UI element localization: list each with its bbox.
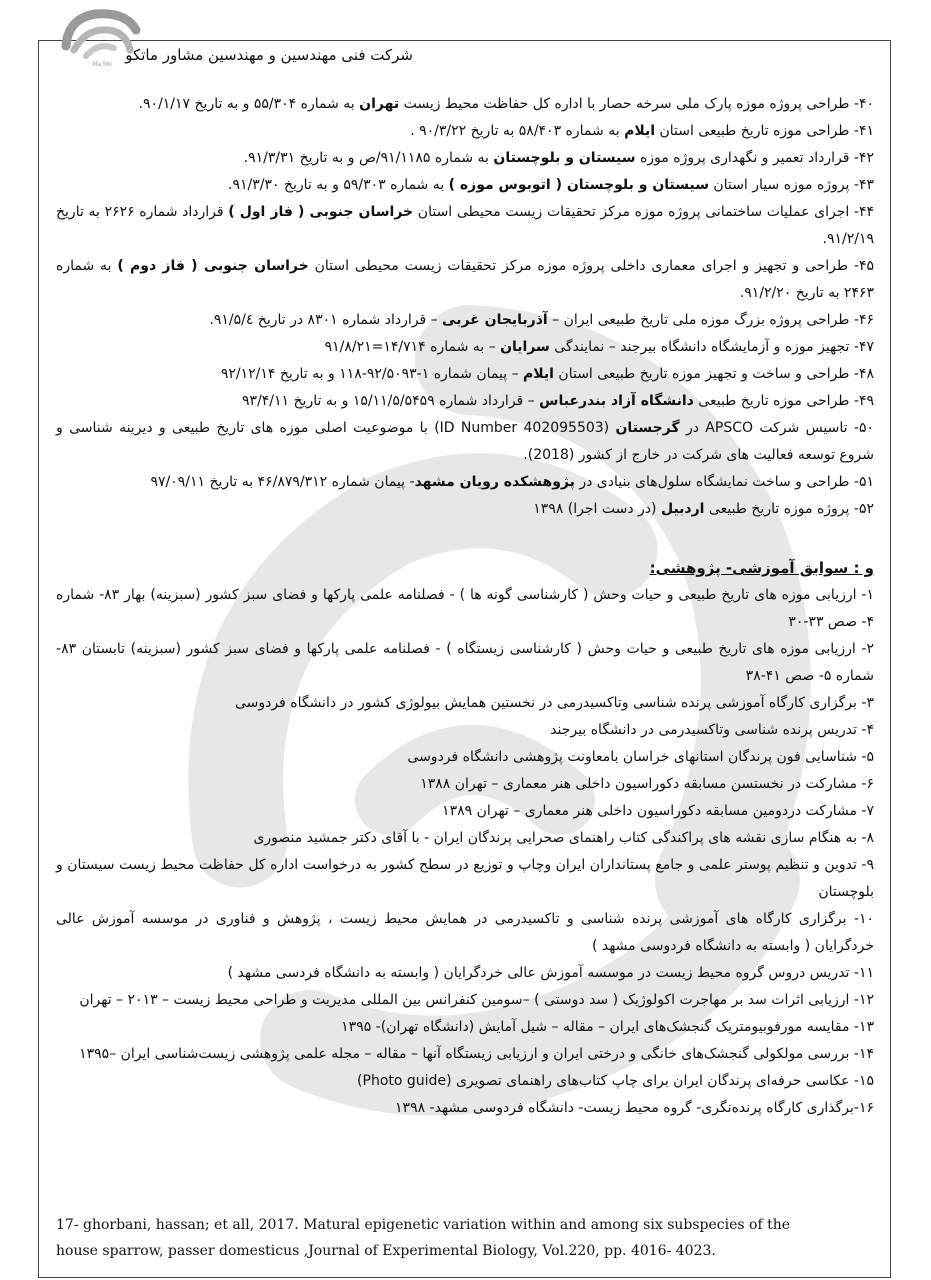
project-text: به شماره ۵۹/۳۰۳ و به تاریخ ۹۱/۳/۳۰.	[228, 177, 449, 193]
project-number: ۵۱	[858, 474, 874, 490]
research-item: ۵- شناسایی فون پرندگان استانهای خراسان بامعاونت پژوهشی دانشگاه فردوسی	[407, 749, 874, 765]
project-item	[56, 388, 874, 415]
project-text: - تجهیز موزه و آزمایشگاه دانشگاه بیرجند – نمایندگی	[549, 339, 859, 355]
project-item	[56, 91, 874, 118]
project-highlight: آذربایجان غربی	[442, 312, 548, 328]
project-item	[56, 172, 874, 199]
project-highlight: سیستان و بلوچستان ( اتوبوس موزه )	[448, 177, 709, 193]
project-text: – قرارداد شماره ۱۵/۱۱/۵/۵۴۵۹ و به تاریخ ۹۳/۴/۱۱	[242, 393, 540, 409]
project-text: – قرارداد شماره ۸۳۰۱ در تاریخ ۹۱/۵/٤.	[209, 312, 443, 328]
research-list	[56, 582, 874, 1122]
project-number: ۴۵	[858, 258, 875, 274]
project-highlight: خراسان جنوبی ( فاز دوم )	[117, 258, 309, 274]
research-item: ۱۱- تدریس دروس گروه محیط زیست در موسسه آموزش عالی خردگرایان ( وابسته به دانشگاه فردسی مشهد )	[227, 965, 874, 981]
project-item	[56, 415, 874, 469]
project-text: - طراحی پروژه بزرگ موزه ملی تاریخ طبیعی ایران –	[547, 312, 859, 328]
project-highlight: خراسان جنوبی ( فاز اول )	[228, 204, 414, 220]
project-item	[56, 307, 874, 334]
research-item: ۱- ارزیابی موزه های تاریخ طبیعی و حیات وحش ( کارشناسی گونه ها ) - فصلنامه علمی پارکها و فضای سبز کشور (سبزینه) بهار ۸۳- شماره ۴- صص ۳۳-۳۰	[56, 587, 875, 630]
project-text: – به شماره ۱۴/۷۱۴=۹۱/۸/۲۱	[324, 339, 501, 355]
project-number: ۴۰	[858, 96, 874, 112]
project-number: ۴۴	[858, 204, 874, 220]
project-number: ۵۰	[858, 420, 874, 436]
project-text: - قرارداد تعمیر و نگهداری پروژه موزه	[635, 150, 859, 166]
project-text: - پروژه موزه سیار استان	[708, 177, 859, 193]
company-name: شرکت فنی مهندسین و مهندسین مشاور ماتکو	[125, 46, 413, 64]
research-item: ۳- برگزاری کارگاه آموزشی پرنده شناسی وتاکسیدرمی در نخستین همایش بیولوژی کشور در دانشگاه فردوسی	[234, 695, 874, 711]
project-highlight: پژوهشکده رویان مشهد	[414, 474, 575, 490]
research-item: ۱۰- برگزاری کارگاه های آموزشی پرنده شناسی و تاکسیدرمی در همایش محیط زیست ، پژوهش و فناوری در موسسه آموزش عالی خردگرایان ( وابسته به دانشگاه فردوسی مشهد )	[56, 911, 874, 954]
project-number: ۴۱	[858, 123, 874, 139]
research-item: ۹- تدوین و تنظیم پوستر علمی و جامع پستانداران ایران وچاپ و توزیع در سطح کشور به درخواست اداره کل حفاظت محیط زیست سیستان و بلوچستان	[56, 857, 874, 900]
project-number: ۴۶	[858, 312, 874, 328]
research-item: ۶- مشارکت در نخستسن مسابقه دکوراسیون داخلی هنر معماری – تهران ۱۳۸۸	[420, 776, 874, 792]
project-number: ۴۲	[858, 150, 874, 166]
research-item: ۷- مشارکت دردومین مسابقه دکوراسیون داخلی هنر معماری – تهران ۱۳۸۹	[442, 803, 874, 819]
project-number: ۴۷	[858, 339, 874, 355]
project-text: (ID Number 402095503) با موضوعیت اصلی موزه های تاریخ طبیعی و دیرینه شناسی و شروع توسعه فعالیت های شرکت در خارج از کشور (2018).	[56, 420, 874, 463]
research-item: ۱۲- ارزیابی اثرات سد بر مهاجرت اکولوژیک ( سد دوستی ) –سومین کنفرانس بین المللی مدیریت و طراحی محیط زیست – ۲۰۱۳ – تهران	[79, 992, 874, 1008]
project-text: به شماره ۵۵/۳۰۴ و به تاریخ ۹۰/۱/۱۷.	[138, 96, 360, 112]
project-text: - تاسیس شرکت APSCO در	[679, 420, 859, 436]
project-highlight: سیستان و بلوچستان	[493, 150, 636, 166]
project-item	[56, 334, 874, 361]
project-text: (در دست اجرا) ۱۳۹۸	[533, 501, 661, 517]
project-text: – پیمان شماره ۱-۹۲/۵۰۹۳-۱۱۸ و به تاریخ ۹۲/۱۲/۱۴	[220, 366, 524, 382]
project-text: - طراحی و تجهیز و اجرای معماری داخلی پروژه موزه مرکز تحقیقات زیست محیطی استان	[308, 258, 859, 274]
logo-text: Ma Mo	[92, 61, 112, 68]
project-highlight: ایلام	[624, 123, 656, 139]
projects-list	[56, 91, 874, 523]
project-number: ۴۸	[858, 366, 874, 382]
project-text: - طراحی پروژه موزه پارک ملی سرخه حصار با اداره کل حفاظت محیط زیست	[399, 96, 859, 112]
project-highlight: سرایان	[500, 339, 550, 355]
research-item: ۱۵- عکاسی حرفه‌ای پرندگان ایران برای چاپ کتاب‌های راهنمای تصویری (Photo guide)	[357, 1073, 874, 1089]
project-text: - طراحی موزه تاریخ طبیعی	[693, 393, 859, 409]
section-title: و : سوابق آموزشی- پژوهشی:	[649, 559, 874, 577]
project-text: - پیمان شماره ۴۶/۸۷۹/۳۱۲ به تاریخ ۹۷/۰۹/۱۱	[150, 474, 415, 490]
project-highlight: تهران	[359, 96, 400, 112]
project-text: - طراحی موزه تاریخ طبیعی استان	[655, 123, 859, 139]
project-text: به شماره ۵۸/۴۰۳ به تاریخ ۹۰/۳/۲۲ .	[410, 123, 625, 139]
research-item: ۱۴- بررسی مولکولی گنجشک‌های خانگی و درختی ایران و ارزیابی زیستگاه آنها – مقاله – مجله علمی پژوهشی زیست‌شناسی ایران –۱۳۹۵	[79, 1046, 874, 1062]
project-item	[56, 118, 874, 145]
research-item: ۱۶-برگذاری کارگاه پرنده‌نگری- گروه محیط زیست- دانشگاه فردوسی مشهد- ۱۳۹۸	[395, 1100, 874, 1116]
document-body	[56, 91, 874, 1122]
research-item: ۱۳- مقایسه مورفوبیومتریک گنجشک‌های ایران – مقاله – شیل آمایش (دانشگاه تهران)- ۱۳۹۵	[341, 1019, 874, 1035]
project-text: - پروژه موزه تاریخ طبیعی	[704, 501, 859, 517]
project-item	[56, 469, 874, 496]
project-item	[56, 145, 874, 172]
project-item	[56, 496, 874, 523]
project-item	[56, 253, 874, 307]
project-highlight: دانشگاه آزاد بندرعباس	[539, 393, 694, 409]
project-item	[56, 361, 874, 388]
project-text: - اجرای عملیات ساختمانی پروژه موزه مرکز تحقیقات زیست محیطی استان	[413, 204, 859, 220]
project-text: به شماره ۹۱/۱۱۸۵/ص و به تاریخ ۹۱/۳/۳۱.	[243, 150, 494, 166]
project-number: ۴۹	[858, 393, 874, 409]
project-highlight: ایلام	[523, 366, 554, 382]
project-text: - طراحی و ساخت نمایشگاه سلول‌های بنیادی در	[574, 474, 859, 490]
research-item: ۲- ارزیابی موزه های تاریخ طبیعی و حیات وحش ( کارشناسی زیستگاه ) - فصلنامه علمی پارکها و فضای سبز کشور (سبزینه) تابستان ۸۳- شماره ۵- صص ۴۱-۳۸	[56, 641, 874, 684]
english-reference: 17- ghorbani, hassan; et all, 2017. Matural epigenetic variation within and among six subspecies of the house sparrow, passer domesticus ,Journal of Experimental Biology, Vol.220, pp. 4016- 4023.	[56, 1217, 791, 1259]
research-item: ۴- تدریس پرنده شناسی وتاکسیدرمی در دانشگاه بیرجند	[550, 722, 874, 738]
project-text: - طراحی و ساخت و تجهیز موزه تاریخ طبیعی استان	[553, 366, 859, 382]
project-text: به شماره ۲۴۶۳ به تاریخ ۹۱/۲/۲۰.	[56, 258, 874, 301]
research-item: ۸- به هنگام سازی نقشه های پراکندگی کتاب راهنمای صحرایی پرندگان ایران - با آقای دکتر جمشید منصوری	[253, 830, 874, 846]
project-highlight: اردبیل	[660, 501, 705, 517]
project-text: قرارداد شماره ۲۶۲۶ به تاریخ ۹۱/۲/۱۹.	[56, 204, 874, 247]
project-number: ۴۳	[858, 177, 874, 193]
project-item	[56, 199, 874, 253]
project-number: ۵۲	[858, 501, 874, 517]
project-highlight: گرجستان	[615, 420, 680, 436]
